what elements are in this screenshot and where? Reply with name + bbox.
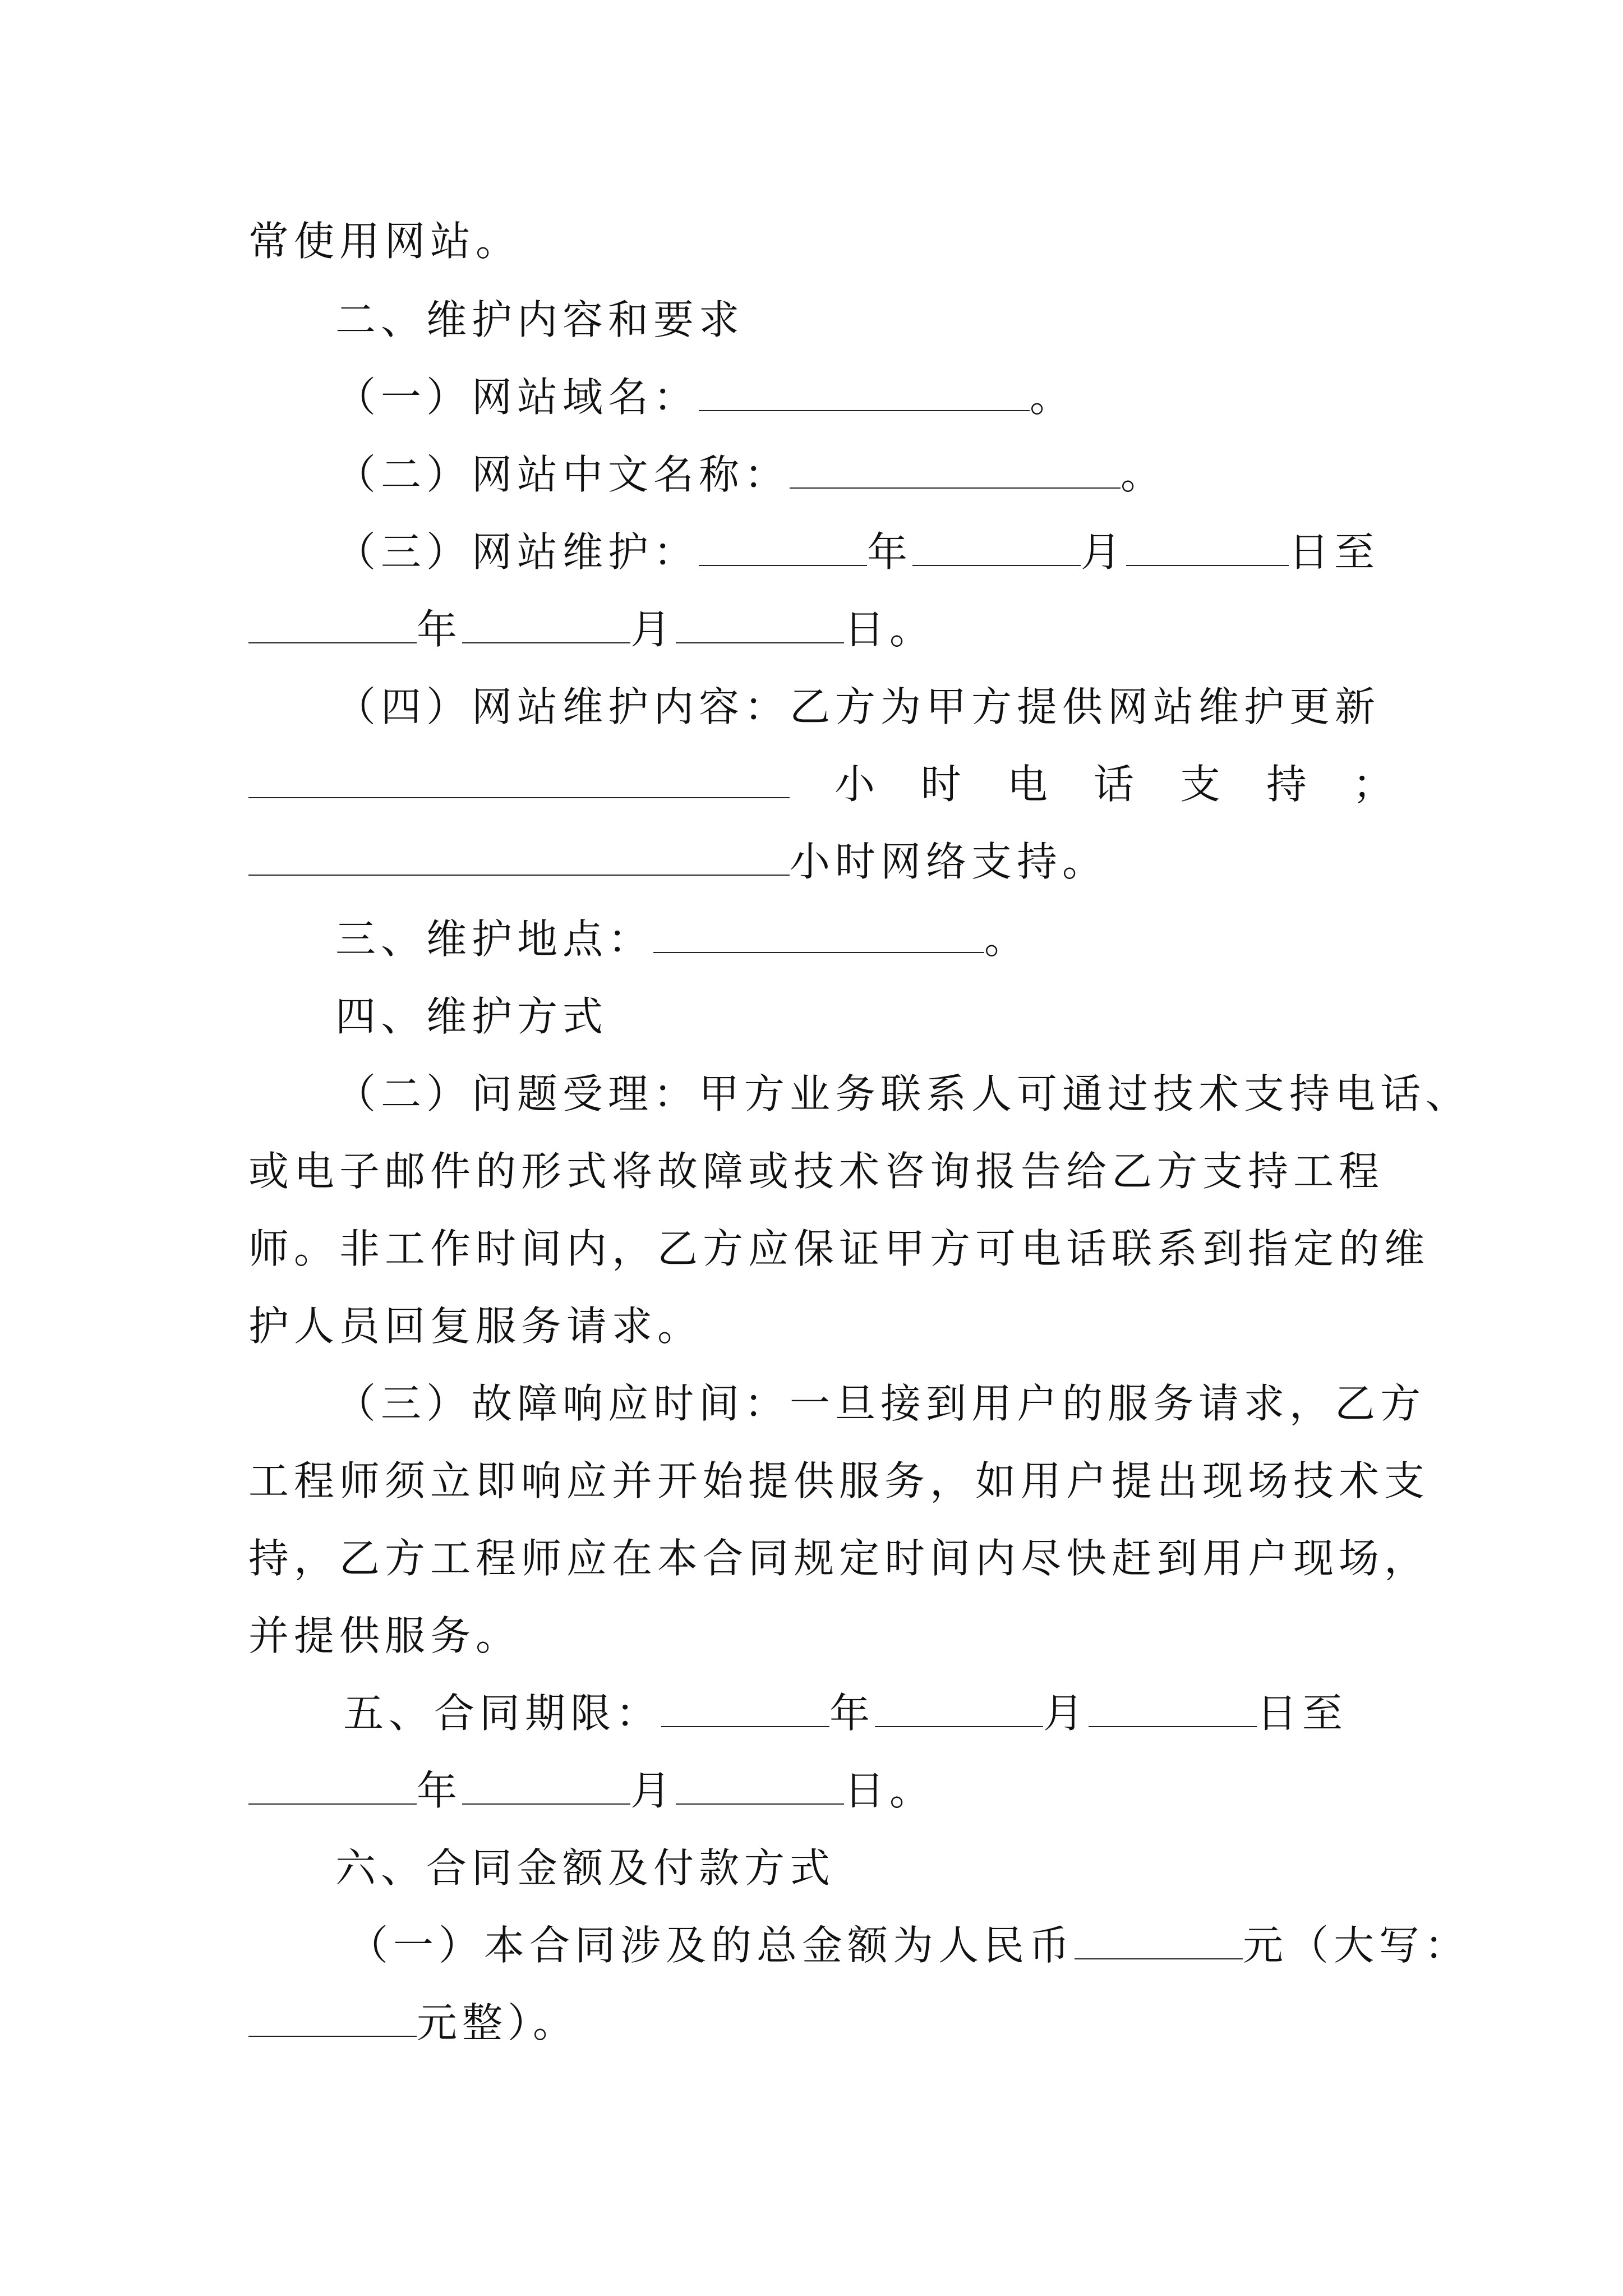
text-line <box>248 213 521 269</box>
text-line <box>248 1453 1430 1509</box>
end-month-blank[interactable] <box>462 602 630 643</box>
paragraph-text: 师。非工作时间内，乙方应保证甲方可电话联系到指定的维 <box>248 1225 1430 1272</box>
year-text: 年 <box>417 1767 463 1814</box>
end-day-blank[interactable] <box>676 602 844 643</box>
paragraph-text: 并提供服务。 <box>248 1612 522 1659</box>
punctuation-text: 。 <box>984 915 1030 963</box>
network-support-line <box>248 834 1108 890</box>
day-text: 日。 <box>844 1767 935 1814</box>
domain-name-line <box>335 369 1075 425</box>
text-line <box>335 1375 1426 1432</box>
text-line <box>248 1530 1430 1586</box>
paragraph-text: 持，乙方工程师应在本合同规定时间内尽快赶到用户现场， <box>248 1535 1430 1582</box>
contract-end-year-blank[interactable] <box>248 1763 417 1805</box>
paragraph-text: 护人员回复服务请求。 <box>248 1303 703 1350</box>
label-text: （一）本合同涉及的总金额为人民币 <box>348 1922 1075 1969</box>
section-heading <box>335 1840 835 1896</box>
maintenance-period-line <box>335 524 1380 580</box>
site-chinese-name-line <box>335 447 1166 503</box>
punctuation-text: 。 <box>1030 374 1076 421</box>
punctuation-text: 。 <box>1121 451 1166 498</box>
text-line <box>335 1066 1471 1122</box>
contract-end-day-blank[interactable] <box>676 1763 844 1805</box>
section-heading-text: 二、维护内容和要求 <box>335 296 745 343</box>
month-text: 月 <box>630 606 676 653</box>
day-text: 日至 <box>1289 528 1380 576</box>
label-text: （三）网站维护： <box>335 528 699 576</box>
domain-name-blank[interactable] <box>699 370 1030 411</box>
paragraph-text: 常使用网站。 <box>248 218 522 265</box>
month-text: 月 <box>1043 1690 1089 1737</box>
paragraph-text: （三）故障响应时间：一旦接到用户的服务请求，乙方 <box>335 1380 1426 1427</box>
label-text: 元整）。 <box>417 1999 579 2046</box>
label-text: （一）网站域名： <box>335 374 699 421</box>
start-month-blank[interactable] <box>912 524 1081 566</box>
paragraph-text: 工程师须立即响应并开始提供服务，如用户提出现场技术支 <box>248 1457 1430 1504</box>
month-text: 月 <box>1081 528 1127 576</box>
network-support-hours-blank[interactable] <box>248 834 790 876</box>
section-heading-text: 四、维护方式 <box>335 993 608 1040</box>
contract-start-month-blank[interactable] <box>875 1686 1043 1727</box>
maintenance-location-line <box>335 911 1030 967</box>
text-line <box>248 1298 703 1354</box>
phone-support-line <box>248 756 1439 812</box>
maintenance-content-line <box>335 679 1380 735</box>
paragraph-text: 或电子邮件的形式将故障或技术咨询报告给乙方支持工程 <box>248 1148 1385 1195</box>
section-heading <box>335 988 608 1045</box>
total-amount-blank[interactable] <box>1075 1918 1243 1959</box>
maintenance-location-blank[interactable] <box>653 912 984 953</box>
day-text: 日。 <box>844 606 935 653</box>
label-text: 三、维护地点： <box>335 915 654 963</box>
phone-support-hours-blank[interactable] <box>248 757 790 798</box>
site-chinese-name-blank[interactable] <box>790 447 1121 489</box>
contract-period-line <box>343 1685 1348 1741</box>
amount-in-words-line <box>248 1995 578 2051</box>
start-day-blank[interactable] <box>1126 524 1289 566</box>
label-text: 元（大写： <box>1243 1922 1470 1969</box>
year-text: 年 <box>417 606 463 653</box>
label-text: 五、合同期限： <box>343 1690 662 1737</box>
amount-in-words-blank[interactable] <box>248 1995 417 2037</box>
year-text: 年 <box>867 528 913 576</box>
section-heading <box>335 292 744 348</box>
contract-start-day-blank[interactable] <box>1089 1686 1257 1727</box>
maintenance-end-line <box>248 601 935 657</box>
paragraph-text: 小时网络支持。 <box>790 838 1108 885</box>
paragraph-text: （四）网站维护内容：乙方为甲方提供网站维护更新 <box>335 683 1381 730</box>
contract-end-line <box>248 1763 935 1819</box>
text-line <box>248 1221 1430 1277</box>
text-line <box>248 1143 1384 1199</box>
paragraph-text: （二）问题受理：甲方业务联系人可通过技术支持电话、 <box>335 1070 1472 1117</box>
paragraph-text: 小时电话支持； <box>834 761 1440 808</box>
text-line <box>248 1608 521 1664</box>
start-year-blank[interactable] <box>699 524 867 566</box>
month-text: 月 <box>630 1767 676 1814</box>
section-heading-text: 六、合同金额及付款方式 <box>335 1844 836 1892</box>
contract-end-month-blank[interactable] <box>462 1763 630 1805</box>
year-text: 年 <box>829 1690 875 1737</box>
total-amount-line <box>348 1917 1470 1973</box>
contract-start-year-blank[interactable] <box>661 1686 829 1727</box>
day-text: 日至 <box>1257 1690 1348 1737</box>
end-year-blank[interactable] <box>248 602 417 643</box>
label-text: （二）网站中文名称： <box>335 451 790 498</box>
